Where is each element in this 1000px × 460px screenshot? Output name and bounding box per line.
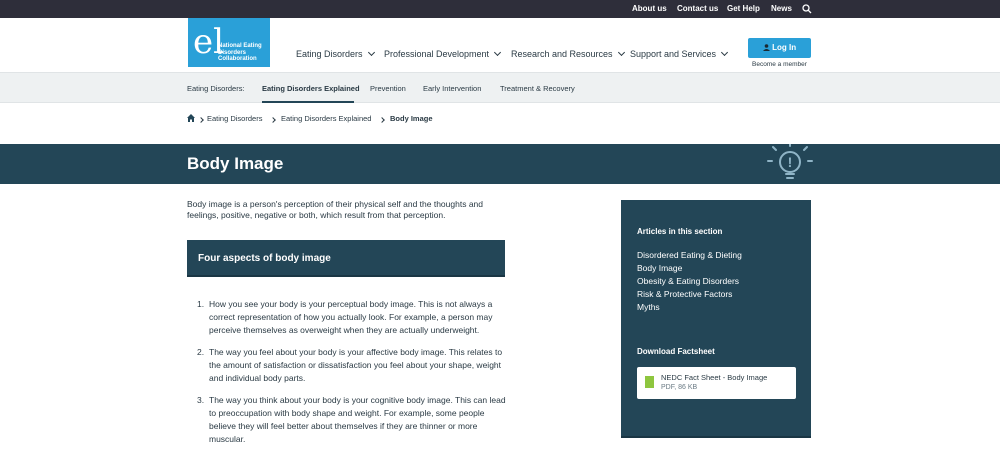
subnav-item-early-intervention[interactable]: Early Intervention: [423, 84, 482, 93]
factsheet-title: NEDC Fact Sheet - Body Image: [661, 373, 768, 382]
become-member-link[interactable]: Become a member: [752, 61, 807, 68]
search-icon[interactable]: [802, 4, 812, 14]
nav-professional-development[interactable]: [384, 49, 500, 59]
logo-text: National Eating Disorders Collaboration: [218, 43, 262, 62]
factsheet-download[interactable]: [637, 367, 796, 399]
active-underline: [262, 101, 354, 103]
subnav-label: Eating Disorders:: [187, 84, 245, 93]
nav-research-resources[interactable]: [511, 49, 624, 59]
get-help-link[interactable]: Get Help: [727, 4, 760, 13]
subnav-item-eating-disorders-explained[interactable]: Eating Disorders Explained: [262, 84, 360, 93]
breadcrumb-eating-disorders-explained[interactable]: Eating Disorders Explained: [281, 114, 372, 123]
section-sidebar: [621, 200, 811, 438]
articles-heading: Articles in this section: [637, 227, 723, 236]
svg-text:!: !: [787, 154, 793, 170]
logo-mark: el: [193, 22, 224, 62]
breadcrumb-eating-disorders[interactable]: Eating Disorders: [207, 114, 263, 123]
nav-label: Eating Disorders: [296, 49, 363, 59]
section-subnav: [0, 73, 1000, 103]
breadcrumb-current: Body Image: [390, 114, 433, 123]
news-link[interactable]: News: [771, 4, 792, 13]
intro-paragraph: Body image is a person's perception of their physical self and the thoughts and feelings, positive, negative or both, which result from that perception.: [187, 199, 483, 220]
page-banner: [0, 144, 1000, 184]
chevron-down-icon: [618, 49, 625, 56]
nav-label: Professional Development: [384, 49, 490, 59]
list-text: The way you think about your body is your cognitive body image. This can lead to preoccupation with body shape and weight. For example, some people believe they will feel better about themselves if they are thinner or more muscular.: [209, 395, 506, 444]
nav-support-services[interactable]: [630, 49, 727, 59]
article-link-body-image[interactable]: Body Image: [637, 263, 683, 273]
subnav-item-prevention[interactable]: Prevention: [370, 84, 406, 93]
nav-label: Support and Services: [630, 49, 717, 59]
article-link-risk-factors[interactable]: Risk & Protective Factors: [637, 289, 733, 299]
aspects-heading-box: [187, 240, 505, 277]
lightbulb-icon: [762, 144, 822, 184]
chevron-down-icon: [494, 49, 501, 56]
subnav-item-treatment-recovery[interactable]: Treatment & Recovery: [500, 84, 575, 93]
nav-label: Research and Resources: [511, 49, 613, 59]
article-link-disordered-eating[interactable]: Disordered Eating & Dieting: [637, 250, 742, 260]
document-icon: [645, 376, 654, 388]
home-icon[interactable]: [187, 114, 195, 122]
chevron-right-icon: [379, 117, 385, 123]
list-text: How you see your body is your perceptual body image. This is not always a correct representation of how you actually look. For example, a person may perceive themselves as overweight when they are actually underweight.: [209, 299, 493, 335]
article-link-obesity[interactable]: Obesity & Eating Disorders: [637, 276, 740, 286]
aspects-heading: Four aspects of body image: [198, 253, 331, 264]
chevron-down-icon: [721, 49, 728, 56]
list-number: 3.: [197, 395, 205, 405]
login-label: Log In: [772, 43, 797, 52]
contact-us-link[interactable]: Contact us: [677, 4, 719, 13]
chevron-down-icon: [367, 49, 374, 56]
factsheet-meta: PDF, 86 KB: [661, 384, 698, 391]
site-header: [0, 18, 1000, 73]
about-us-link[interactable]: About us: [632, 4, 667, 13]
article-link-myths[interactable]: Myths: [637, 302, 660, 312]
list-number: 2.: [197, 347, 205, 357]
utility-bar: [0, 0, 1000, 18]
user-icon: [763, 44, 770, 51]
nedc-logo[interactable]: [188, 18, 270, 67]
list-text: The way you feel about your body is your affective body image. This relates to the amount of satisfaction or dissatisfaction you feel about your shape, weight and individual body parts.: [209, 347, 503, 383]
chevron-right-icon: [198, 117, 204, 123]
download-heading: Download Factsheet: [637, 347, 715, 356]
nav-eating-disorders[interactable]: [296, 49, 374, 59]
page-title: Body Image: [187, 154, 284, 173]
list-number: 1.: [197, 299, 205, 309]
chevron-right-icon: [270, 117, 276, 123]
login-button[interactable]: [748, 38, 811, 58]
